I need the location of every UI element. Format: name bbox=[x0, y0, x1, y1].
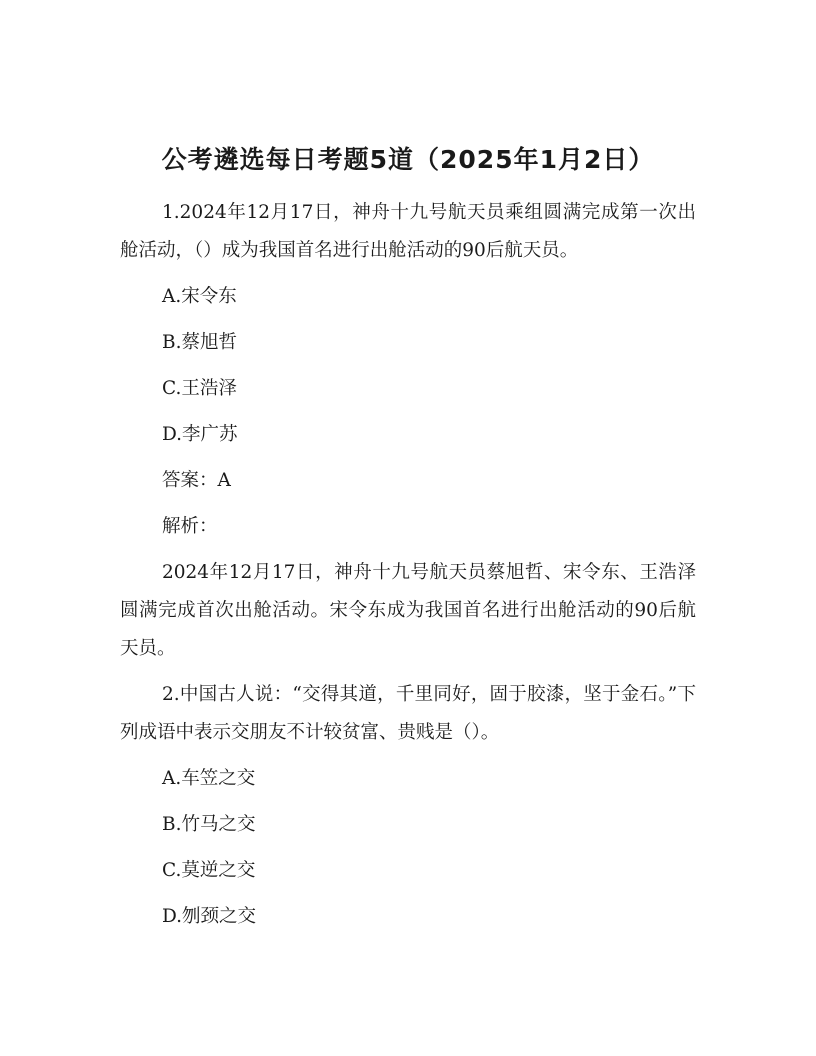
page-title: 公考遴选每日考题5道（2025年1月2日） bbox=[161, 145, 655, 174]
question-1-option-a: A.宋令东 bbox=[162, 286, 237, 307]
question-2-option-a: A.车笠之交 bbox=[162, 768, 256, 789]
question-2-option-d: D.刎颈之交 bbox=[162, 906, 257, 927]
question-1-option-b: B.蔡旭哲 bbox=[162, 332, 237, 353]
question-1-analysis-label: 解析： bbox=[162, 516, 218, 537]
question-1-stem: 1.2024年12月17日，神舟十九号航天员乘组圆满完成第一次出舱活动，（）成为我国首名进行出舱活动的90后航天员。 bbox=[120, 202, 696, 261]
question-1-analysis: 2024年12月17日，神舟十九号航天员蔡旭哲、宋令东、王浩泽圆满完成首次出舱活动。宋令东成为我国首名进行出舱活动的90后航天员。 bbox=[120, 562, 696, 659]
question-1-option-c: C.王浩泽 bbox=[162, 378, 237, 399]
question-1-option-d: D.李广苏 bbox=[162, 424, 238, 445]
question-1-answer: 答案：A bbox=[162, 470, 231, 491]
question-2-option-b: B.竹马之交 bbox=[162, 814, 256, 835]
question-2-stem: 2.中国古人说：“交得其道，千里同好，固于胶漆，坚于金石。”下列成语中表示交朋友不计较贫富、贵贱是（）。 bbox=[120, 684, 696, 743]
question-2-option-c: C.莫逆之交 bbox=[162, 860, 256, 881]
document-body bbox=[120, 194, 696, 944]
